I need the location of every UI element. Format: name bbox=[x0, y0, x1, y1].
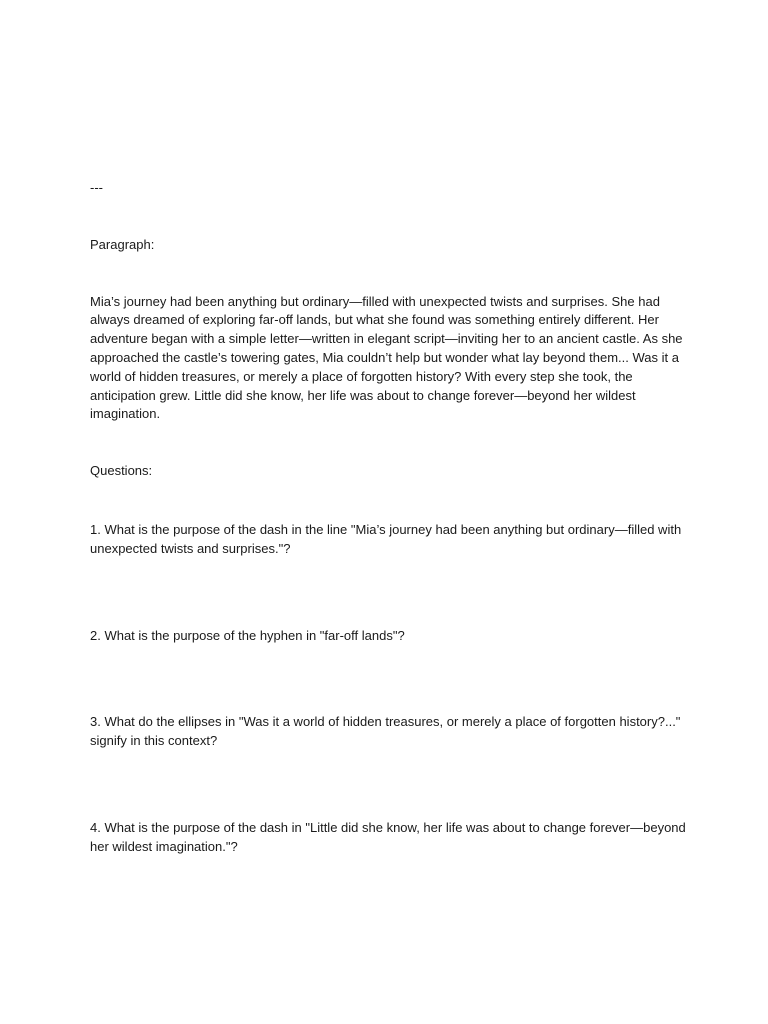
story-paragraph: Mia’s journey had been anything but ordinary—filled with unexpected twists and surprises. She had always dreamed of exploring far-off lands, but what she found was something entirely different. Her adventure began with a simple letter—written in elegant script—inviting her to an ancient castle. As she approached the castle’s towering gates, Mia couldn’t help but wonder what lay beyond them... Was it a world of hidden treasures, or merely a place of forgotten history? With every step she took, the anticipation grew. Little did she know, her life was about to change forever—beyond her wildest imagination. bbox=[90, 293, 683, 422]
questions-heading: Questions: bbox=[90, 463, 153, 479]
question-item: 1. What is the purpose of the dash in the line "Mia’s journey had been anything but ordinary—filled with unexpected twists and surprises."? bbox=[90, 521, 682, 556]
separator-line: --- bbox=[90, 180, 103, 195]
question-item: 3. What do the ellipses in "Was it a world of hidden treasures, or merely a place of forgotten history?..." signify in this context? bbox=[90, 714, 681, 749]
question-item: 2. What is the purpose of the hyphen in "far-off lands"? bbox=[90, 627, 405, 643]
document-page bbox=[90, 179, 690, 857]
question-item: 4. What is the purpose of the dash in "Little did she know, her life was about to change forever—beyond her wildest imagination."? bbox=[90, 819, 686, 854]
paragraph-heading: Paragraph: bbox=[90, 236, 155, 252]
